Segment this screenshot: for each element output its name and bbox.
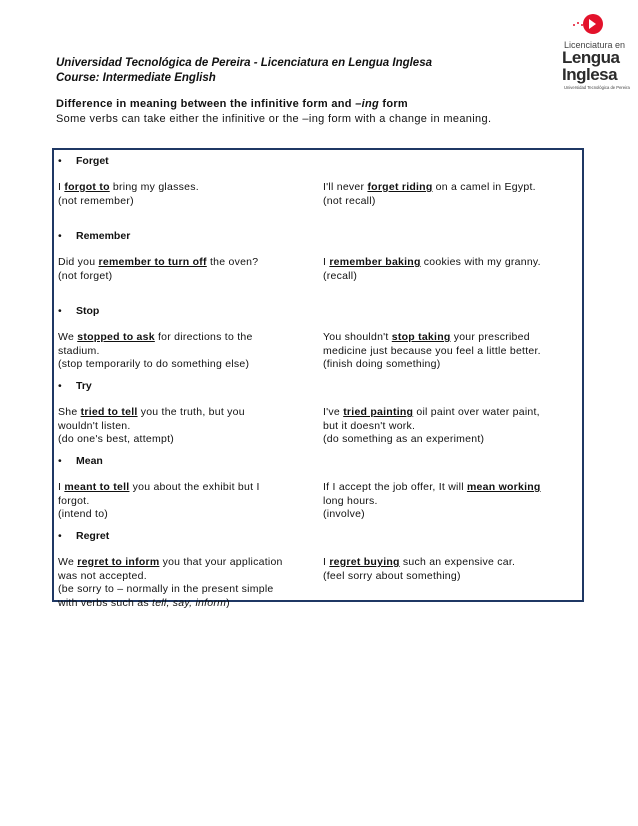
- key-verb-phrase: remember to turn off: [98, 256, 207, 268]
- left-example: [58, 256, 316, 283]
- bullet-icon: •: [58, 530, 62, 542]
- verb-name: Mean: [76, 455, 103, 467]
- right-example: [323, 406, 578, 447]
- title-prefix: Difference in meaning between the infinitive form and: [56, 98, 356, 110]
- verb-heading: [58, 155, 109, 167]
- sentence-end: such an expensive car.: [399, 556, 516, 568]
- usage-verbs: tell, say, inform: [152, 596, 227, 609]
- program-logo: [558, 12, 628, 92]
- verb-name: Stop: [76, 305, 100, 317]
- document-header: [56, 56, 432, 86]
- sentence-start: I: [323, 556, 330, 568]
- example-line: (be sorry to – normally in the present simple: [58, 583, 274, 595]
- example-sentence: [323, 181, 578, 195]
- example-line: (intend to): [58, 508, 109, 520]
- logo-line-2: Lengua: [562, 48, 620, 67]
- right-example: [323, 256, 578, 283]
- example-line: (do one's best, attempt): [58, 433, 174, 445]
- right-example: [323, 556, 578, 583]
- section-description: Some verbs can take either the infinitive or the –ing form with a change in meaning.: [56, 113, 492, 125]
- bullet-icon: •: [58, 305, 62, 317]
- bullet-icon: •: [58, 155, 62, 167]
- example-sentence: [323, 331, 578, 345]
- university-line: Universidad Tecnológica de Pereira - Licenciatura en Lengua Inglesa: [56, 57, 432, 69]
- bullet-icon: •: [58, 230, 62, 242]
- example-line: stadium.: [58, 344, 100, 357]
- left-example: [58, 556, 316, 610]
- example-line: wouldn't listen.: [58, 419, 131, 432]
- example-line: (finish doing something): [323, 358, 441, 370]
- example-line: (recall): [323, 269, 358, 282]
- key-verb-phrase: meant to tell: [64, 481, 130, 493]
- key-verb-phrase: tried painting: [343, 406, 414, 418]
- example-line: (involve): [323, 508, 365, 520]
- left-example: [58, 331, 316, 372]
- verb-name: Remember: [76, 230, 131, 242]
- key-verb-phrase: regret to inform: [77, 556, 160, 568]
- left-example: [58, 481, 316, 522]
- usage-note-end: ): [226, 596, 230, 609]
- verb-heading: [58, 305, 99, 317]
- key-verb-phrase: stopped to ask: [77, 331, 155, 343]
- title-emphasis: –ing: [355, 98, 379, 110]
- example-line: long hours.: [323, 494, 378, 507]
- verb-heading: [58, 230, 130, 242]
- sentence-end: your prescribed: [450, 331, 530, 343]
- logo-line-3: Inglesa: [562, 65, 618, 84]
- example-line: (do something as an experiment): [323, 433, 485, 445]
- example-line: (feel sorry about something): [323, 569, 461, 582]
- example-line: [58, 597, 316, 611]
- example-line: forgot.: [58, 494, 90, 507]
- example-line: (stop temporarily to do something else): [58, 358, 250, 370]
- right-example: [323, 181, 578, 208]
- example-line: (not recall): [323, 194, 376, 207]
- example-line: medicine just because you feel a little better.: [323, 344, 541, 357]
- key-verb-phrase: stop taking: [391, 331, 451, 343]
- sentence-end: you that your application: [159, 556, 283, 568]
- sentence-end: cookies with my granny.: [420, 256, 541, 268]
- example-line: (not remember): [58, 194, 134, 207]
- sentence-end: for directions to the: [154, 331, 253, 343]
- example-sentence: [58, 481, 316, 495]
- key-verb-phrase: mean working: [466, 481, 541, 493]
- sentence-start: We: [58, 556, 78, 568]
- sentence-start: I'll never: [323, 181, 368, 193]
- intro-section: [56, 97, 491, 127]
- sentence-start: I've: [323, 406, 344, 418]
- sentence-start: You shouldn't: [323, 331, 392, 343]
- bullet-icon: •: [58, 455, 62, 467]
- example-sentence: [323, 481, 578, 495]
- sentence-end: you about the exhibit but I: [129, 481, 260, 493]
- right-example: [323, 481, 578, 522]
- example-sentence: [58, 406, 316, 420]
- logo-play-icon: [583, 14, 603, 34]
- verb-heading: [58, 380, 92, 392]
- verb-name: Regret: [76, 530, 110, 542]
- sentence-start: I: [58, 181, 65, 193]
- logo-line-4: Universidad Tecnológica de Pereira: [564, 85, 630, 90]
- verb-name: Forget: [76, 155, 109, 167]
- example-line: was not accepted.: [58, 569, 147, 582]
- section-title: [56, 97, 491, 112]
- example-sentence: [323, 406, 578, 420]
- sentence-end: oil paint over water paint,: [413, 406, 540, 418]
- example-sentence: [58, 181, 316, 195]
- usage-note: with verbs such as: [58, 596, 153, 609]
- verb-heading: [58, 455, 103, 467]
- example-sentence: [323, 256, 578, 270]
- bullet-icon: •: [58, 380, 62, 392]
- sentence-start: I: [323, 256, 330, 268]
- key-verb-phrase: forget riding: [367, 181, 433, 193]
- sentence-start: I: [58, 481, 65, 493]
- course-line: Course: Intermediate English: [56, 72, 216, 84]
- title-suffix: form: [379, 98, 408, 110]
- key-verb-phrase: remember baking: [329, 256, 421, 268]
- right-example: [323, 331, 578, 372]
- example-sentence: [323, 556, 578, 570]
- example-sentence: [58, 256, 316, 270]
- left-example: [58, 181, 316, 208]
- sentence-start: She: [58, 406, 81, 418]
- example-sentence: [58, 331, 316, 345]
- verb-comparison-table: [52, 148, 584, 609]
- logo-line-1: Licenciatura en: [564, 40, 626, 50]
- key-verb-phrase: regret buying: [329, 556, 400, 568]
- sentence-end: bring my glasses.: [109, 181, 199, 193]
- left-example: [58, 406, 316, 447]
- sentence-start: Did you: [58, 256, 99, 268]
- key-verb-phrase: tried to tell: [80, 406, 138, 418]
- example-line: but it doesn't work.: [323, 419, 416, 432]
- sentence-end: the oven?: [206, 256, 259, 268]
- key-verb-phrase: forgot to: [64, 181, 110, 193]
- verb-name: Try: [76, 380, 92, 392]
- sentence-end: you the truth, but you: [137, 406, 245, 418]
- example-line: (not forget): [58, 269, 113, 282]
- example-sentence: [58, 556, 316, 570]
- sentence-start: We: [58, 331, 78, 343]
- sentence-start: If I accept the job offer, It will: [323, 481, 467, 493]
- verb-heading: [58, 530, 109, 542]
- sentence-end: on a camel in Egypt.: [432, 181, 536, 193]
